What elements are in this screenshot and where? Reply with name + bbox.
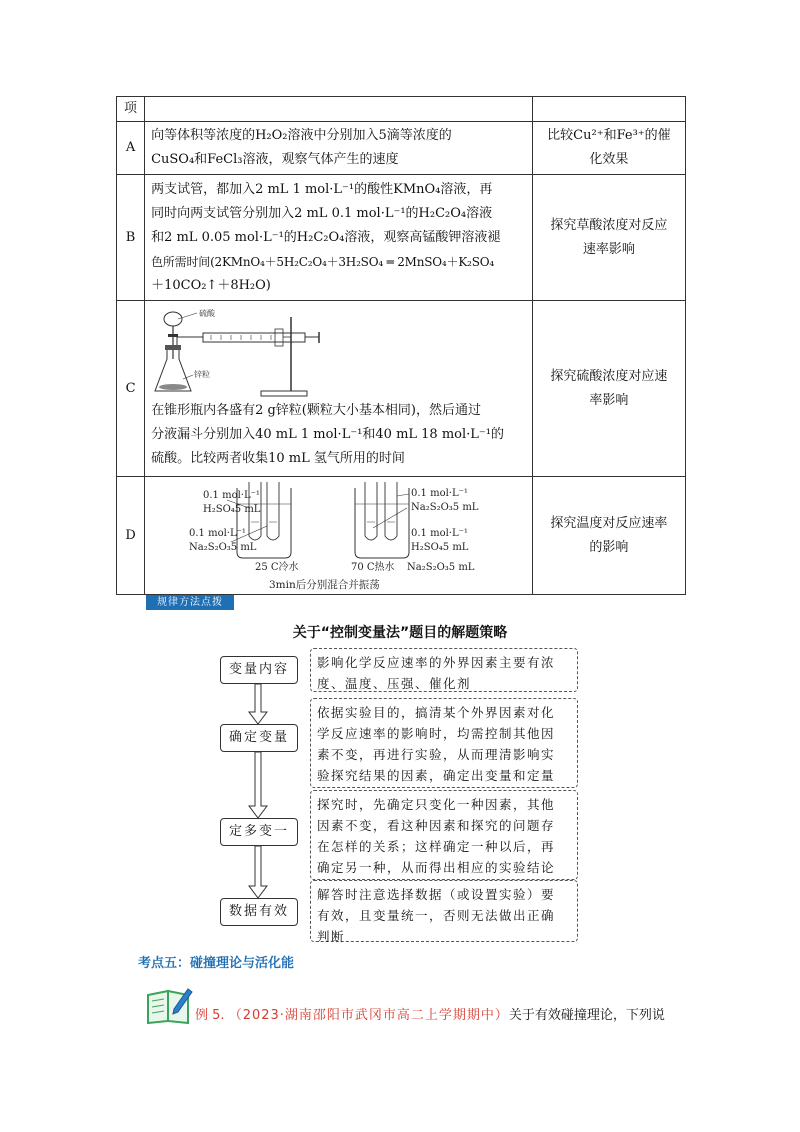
- right-bath-label: 70 C热水: [351, 561, 395, 573]
- right-top-name: Na₂S₂O₃5 mL: [411, 501, 479, 513]
- left-bot-conc: 0.1 mol·L⁻¹: [189, 527, 246, 539]
- purpose-line: 速率影响: [582, 241, 635, 257]
- table-row-a: [117, 122, 686, 175]
- table-header-row: [117, 97, 686, 122]
- flow-desc-line: 素不变，再进行实验，从而理清影响实: [317, 747, 556, 762]
- left-top-conc: 0.1 mol·L⁻¹: [203, 489, 260, 501]
- flow-desc-line: 因素不变，看这种因素和探究的问题存: [317, 818, 556, 833]
- left-top-name: H₂SO₄5 mL: [203, 503, 261, 515]
- down-arrow-icon: [248, 752, 268, 818]
- desc-line: 在锥形瓶内各盛有2 g锌粒(颗粒大小基本相同)，然后通过: [151, 402, 481, 418]
- desc-line: 向等体积等浓度的H₂O₂溶液中分别加入5滴等浓度的: [151, 128, 452, 143]
- flow-step-desc: [310, 880, 578, 942]
- example-text: 关于有效碰撞理论，下列说: [508, 1008, 665, 1023]
- purpose-line: 比较Cu²⁺和Fe³⁺的催: [547, 128, 671, 143]
- right-bot-name: H₂SO₄5 mL: [411, 541, 469, 553]
- purpose-line: 的影响: [589, 539, 629, 555]
- row-purpose: [532, 477, 685, 595]
- example-source: （2023·湖南邵阳市武冈市高二上学期期中）: [228, 1008, 509, 1023]
- table-row-d: [117, 477, 686, 595]
- row-description: [145, 122, 533, 175]
- row-purpose: [532, 301, 685, 477]
- method-tip-tag: 规律方法点拨: [146, 595, 234, 610]
- row-id: A: [117, 122, 145, 175]
- row-description: [145, 477, 533, 595]
- row-purpose: [532, 175, 685, 301]
- flow-desc-line: 影响化学反应速率的外界因素主要有浓: [317, 655, 556, 670]
- table-row-c: [117, 301, 686, 477]
- example-label: 例 5.: [195, 1008, 225, 1023]
- row-id: D: [117, 477, 145, 595]
- row-purpose: [532, 122, 685, 175]
- right-bath-solution: Na₂S₂O₃5 mL: [407, 561, 475, 573]
- flow-step-desc: [310, 698, 578, 788]
- down-arrow-icon: [248, 846, 268, 898]
- flow-desc-line: 依据实验目的，搞清某个外界因素对化: [317, 705, 556, 720]
- flow-desc-line: 探究时，先确定只变化一种因素，其他: [317, 797, 556, 812]
- zinc-acid-apparatus-figure: [151, 307, 331, 399]
- flow-step-desc: [310, 790, 578, 880]
- desc-line: 和2 mL 0.05 mol·L⁻¹的H₂C₂O₄溶液，观察高锰酸钾溶液褪: [151, 229, 501, 245]
- left-bot-name: Na₂S₂O₃5 mL: [189, 541, 257, 553]
- experiment-table: [116, 96, 686, 595]
- funnel-label: 硫酸: [199, 308, 216, 318]
- row-id: C: [117, 301, 145, 477]
- flow-desc-line: 确定另一种，从而得出相应的实验结论: [317, 860, 556, 875]
- desc-line: 同时向两支试管分别加入2 mL 0.1 mol·L⁻¹的H₂C₂O₄溶液: [151, 205, 493, 221]
- desc-line: 分液漏斗分别加入40 mL 1 mol·L⁻¹和40 mL 18 mol·L⁻¹的: [151, 426, 504, 442]
- flow-desc-line: 在怎样的关系；这样确定一种以后，再: [317, 839, 556, 854]
- purpose-line: 率影响: [589, 392, 629, 408]
- flow-desc-line: 判断: [317, 929, 346, 944]
- flow-step-box: 变量内容: [220, 656, 298, 684]
- purpose-line: 探究草酸浓度对反应: [550, 217, 668, 233]
- flow-desc-line: 度、温度、压强、催化剂: [317, 676, 472, 691]
- table-row-b: [117, 175, 686, 301]
- header-cell-item: 项: [117, 97, 145, 122]
- purpose-line: 化效果: [589, 152, 629, 167]
- flow-desc-line: 有效，且变量统一，否则无法做出正确: [317, 908, 556, 923]
- header-cell-empty: [145, 97, 533, 122]
- flow-step-desc: [310, 648, 578, 692]
- row-id: B: [117, 175, 145, 301]
- header-cell-empty: [532, 97, 685, 122]
- purpose-line: 探究硫酸浓度对应速: [550, 368, 668, 384]
- desc-line: 硫酸。比较两者收集10 mL 氢气所用的时间: [151, 450, 405, 466]
- down-arrow-icon: [248, 684, 268, 724]
- section-title: 考点五：碰撞理论与活化能: [138, 956, 295, 971]
- flow-desc-line: 解答时注意选择数据（或设置实验）要: [317, 887, 556, 902]
- purpose-line: 探究温度对反应速率: [550, 515, 668, 531]
- desc-line: ＋10CO₂↑＋8H₂O): [151, 277, 271, 293]
- desc-line: 色所需时间(2KMnO₄＋5H₂C₂O₄＋3H₂SO₄ ═ 2MnSO₄＋K₂SO₄: [151, 254, 494, 269]
- flow-desc-line: 学反应速率的影响时，均需控制其他因: [317, 726, 556, 741]
- right-top-conc: 0.1 mol·L⁻¹: [411, 487, 468, 499]
- flow-step-box: 确定变量: [220, 724, 298, 752]
- flow-step-box: 数据有效: [220, 898, 298, 926]
- flow-step-box: 定多变一: [220, 818, 298, 846]
- strategy-title: 关于“控制变量法”题目的解题策略: [292, 625, 508, 641]
- book-pencil-icon: [146, 985, 194, 1025]
- left-bath-label: 25 C冷水: [255, 561, 299, 573]
- row-description: [145, 301, 533, 477]
- row-description: [145, 175, 533, 301]
- flow-desc-line: 验探究结果的因素，确定出变量和定量: [317, 768, 556, 783]
- desc-line: 两支试管，都加入2 mL 1 mol·L⁻¹的酸性KMnO₄溶液，再: [151, 181, 493, 197]
- figure-caption: 3min后分别混合并振荡: [269, 578, 380, 591]
- zinc-label: 锌粒: [194, 369, 211, 379]
- temperature-experiment-figure: [145, 478, 525, 594]
- desc-line: CuSO₄和FeCl₃溶液，观察气体产生的速度: [151, 152, 399, 167]
- example-5-line: [195, 1004, 665, 1023]
- right-bot-conc: 0.1 mol·L⁻¹: [411, 527, 468, 539]
